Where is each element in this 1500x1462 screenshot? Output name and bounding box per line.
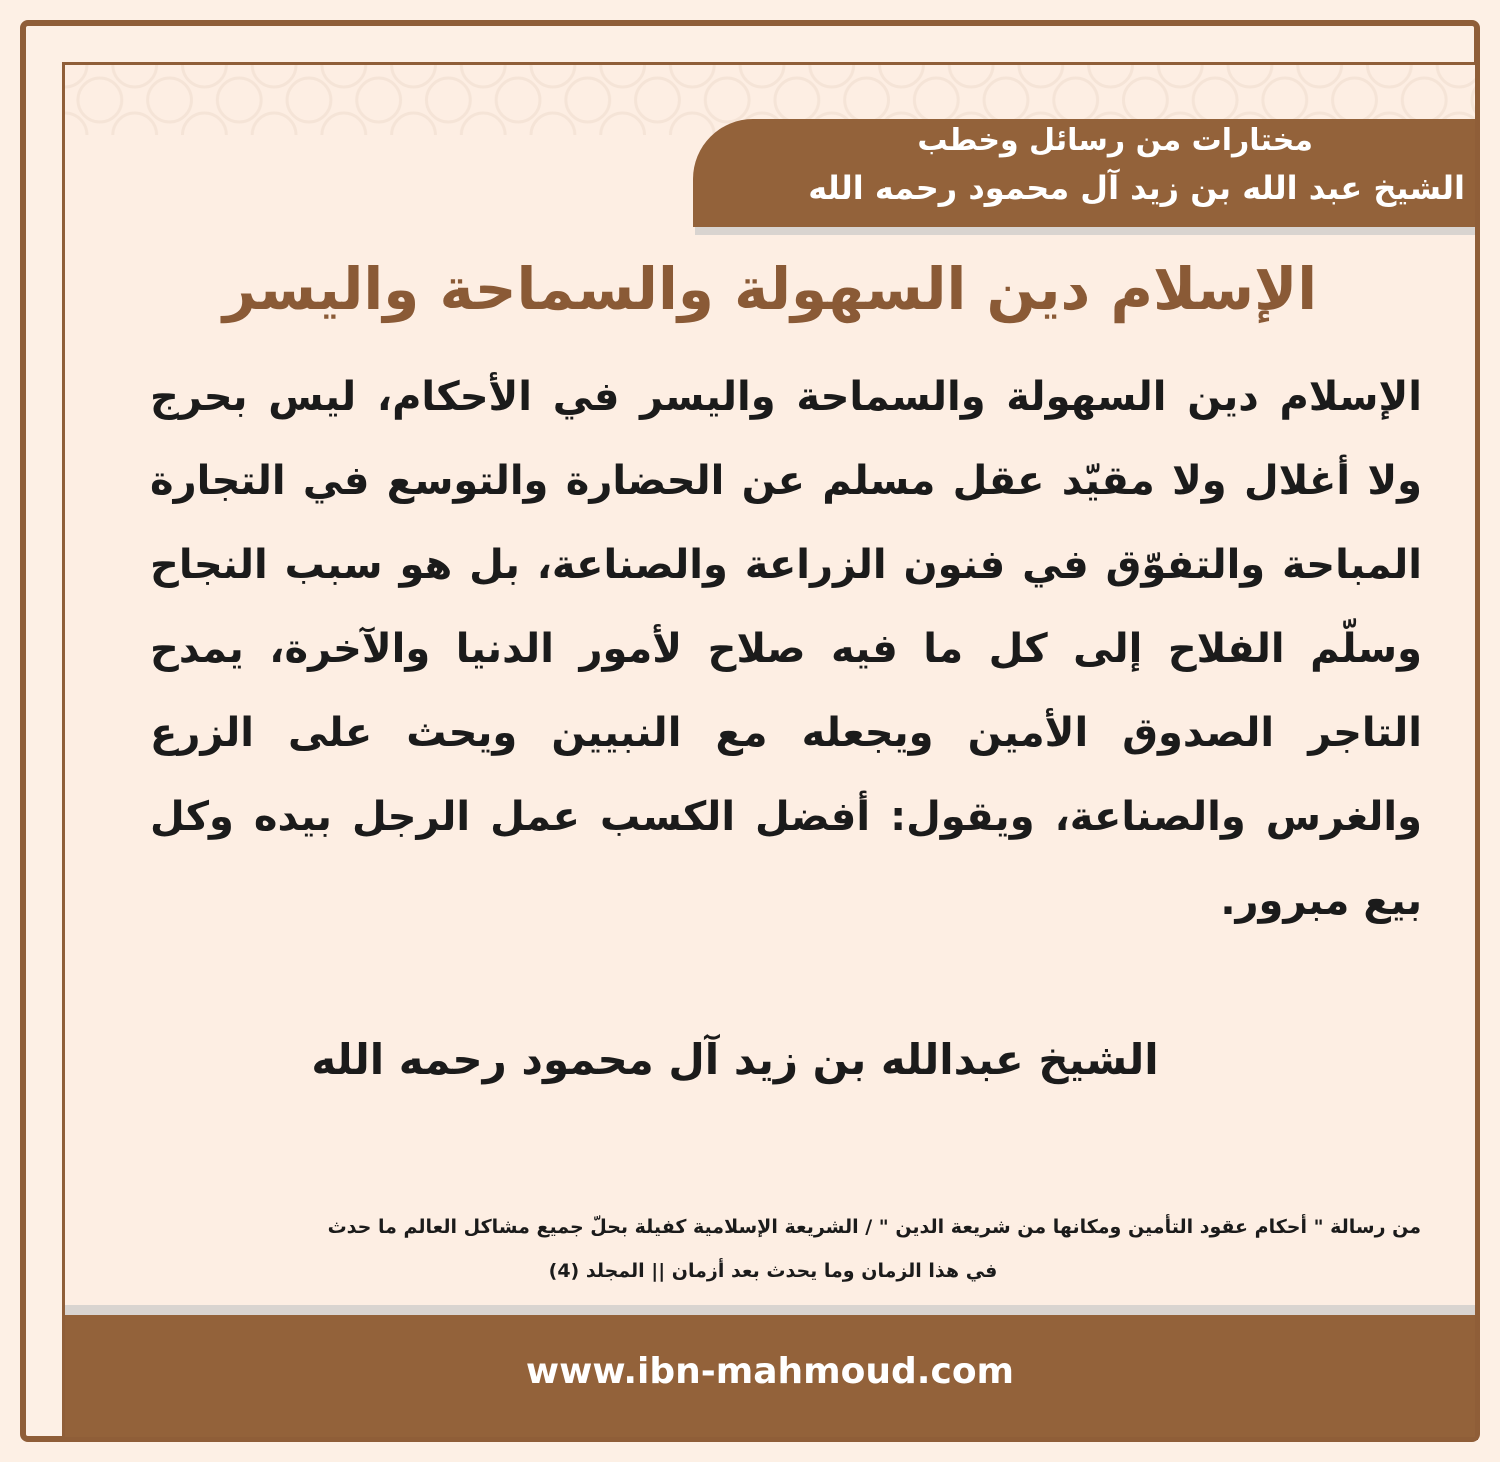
header-author: الشيخ عبد الله بن زيد آل محمود رحمه الله (808, 169, 1465, 207)
header-banner (693, 119, 1478, 227)
footer-bar (65, 1305, 1475, 1437)
page-title: الإسلام دين السهولة والسماحة واليسر (222, 255, 1318, 323)
content-panel (62, 62, 1478, 1440)
source-citation (125, 1205, 1421, 1293)
frame-content (20, 20, 1480, 1442)
source-line-2: في هذا الزمان وما يحدث بعد أزمان || المجلد (4) (548, 1260, 998, 1282)
website-link[interactable]: www.ibn-mahmoud.com (525, 1351, 1015, 1392)
body-paragraph: الإسلام دين السهولة والسماحة واليسر في الأحكام، ليس بحرج ولا أغلال ولا مقيّد عقل مسلم عن الحضارة والتوسع في التجارة المباحة والتفوّق في فنون الزراعة والصناعة، بل هو سبب النجاح وسلّم الفلاح إلى كل ما فيه صلاح لأمور الدنيا والآخرة، يمدح التاجر الصدوق الأمين ويجعله مع النبيين ويحث على الزرع والغرس والصناعة، ويقول: أفضل الكسب عمل الرجل بيده وكل بيع مبرور. (150, 374, 1422, 924)
source-line-1: من رسالة " أحكام عقود التأمين ومكانها من شريعة الدين " / الشريعة الإسلامية كفيلة بحلّ جميع مشاكل العالم ما حدث (327, 1216, 1421, 1238)
header-subtitle: مختارات من رسائل وخطب (917, 123, 1313, 158)
signature: الشيخ عبدالله بن زيد آل محمود رحمه الله (311, 1035, 1159, 1084)
